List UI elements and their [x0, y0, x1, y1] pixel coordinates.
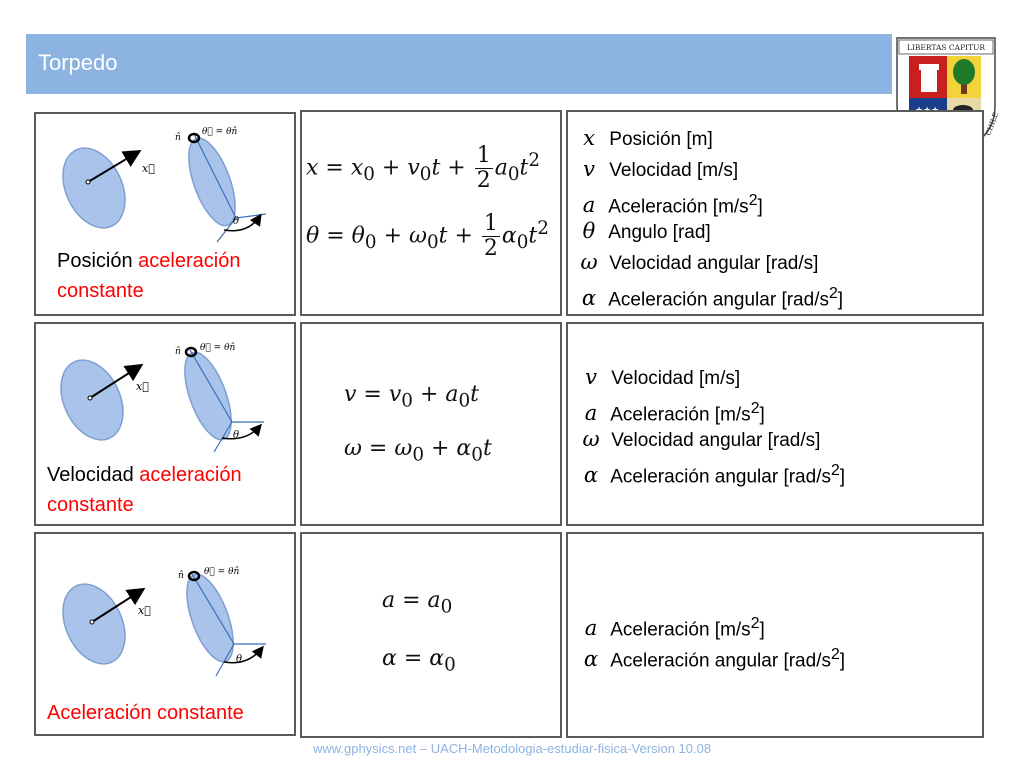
x-vector-label: x⃗: [136, 380, 149, 393]
theta-vector-label: θ⃗ = θn̂: [200, 343, 236, 353]
variable-row: ω Velocidad angular [rad/s]: [580, 250, 819, 274]
row2-diagram: [34, 330, 296, 460]
row3-caption: Aceleración constante: [47, 702, 244, 724]
variable-row: α Aceleración angular $[rad/s^2]$: [581, 285, 844, 311]
row2-equation-2: $\omega = \omega_0 + \alpha_0t$: [344, 436, 492, 466]
row3-variable-list: [576, 608, 845, 670]
variable-row: a Aceleración $[m/s^2]$: [584, 400, 765, 426]
theta-label: θ: [233, 430, 240, 441]
row1-equation-1: $x = x_0 + v_0t$ + $\frac{1}{2}$ $a_0t^2$: [306, 143, 541, 193]
variable-row: x Posición [m]: [583, 126, 713, 150]
rigid-body-ellipse: [51, 138, 137, 238]
row3-equation-1: $a = a_0$: [382, 588, 453, 618]
x-vector-label: x⃗: [142, 162, 155, 175]
variable-row: ω Velocidad angular [rad/s]: [582, 427, 821, 451]
n-hat-label: n̂: [178, 571, 184, 581]
theta-label: θ: [233, 216, 240, 227]
n-hat-label: n̂: [175, 133, 181, 143]
variable-row: a Aceleración $[m/s^2]$: [584, 615, 765, 641]
rigid-body-ellipse: [49, 350, 135, 450]
title-bar: [26, 34, 892, 94]
theta-label: θ: [236, 654, 243, 665]
variable-row: α Aceleración angular $[rad/s^2]$: [583, 462, 846, 488]
row2-equation-1: $v = v_0 + a_0t$: [344, 382, 480, 412]
variable-row: a Aceleración $[m/s^2]$: [582, 192, 763, 218]
row1-equation-2: $\theta = \theta_0 + \omega_0t$ + $\frac{1}{2}$ $\alpha_0t^2$: [306, 211, 549, 261]
row3-diagram: [34, 560, 296, 690]
variable-row: θ Angulo [rad]: [582, 219, 711, 243]
variable-row: v Velocidad [m/s]: [585, 365, 741, 389]
row2-equation-box: [300, 322, 562, 526]
rotating-body-ellipse: [177, 569, 242, 668]
rotating-body-ellipse: [175, 347, 240, 446]
row1-caption: Posición aceleración constante: [57, 250, 241, 302]
row3-equation-box: [300, 532, 562, 738]
row3-equation-2: $\alpha = \alpha_0$: [382, 646, 456, 676]
n-hat-label: n̂: [175, 347, 181, 357]
logo-text: CHILE: [984, 111, 999, 137]
row1-variable-list: [574, 123, 843, 309]
x-vector-label: x⃗: [138, 604, 151, 617]
row2-variable-list: [576, 362, 845, 486]
slide-title: Torpedo: [38, 50, 118, 75]
variable-row: α Aceleración angular $[rad/s^2]$: [583, 646, 846, 672]
row2-caption: Velocidad aceleración constante: [47, 464, 242, 516]
theta-vector-label: θ⃗ = θn̂: [204, 567, 240, 577]
variable-row: v Velocidad [m/s]: [583, 157, 739, 181]
theta-vector-label: θ⃗ = θn̂: [202, 127, 238, 137]
rigid-body-ellipse: [51, 574, 137, 674]
footer-text: www.gphysics.net – UACH-Metodologia-estudiar-fisica-Version 10.08: [312, 741, 712, 756]
logo-motto: LIBERTAS CAPITUR: [906, 43, 986, 52]
